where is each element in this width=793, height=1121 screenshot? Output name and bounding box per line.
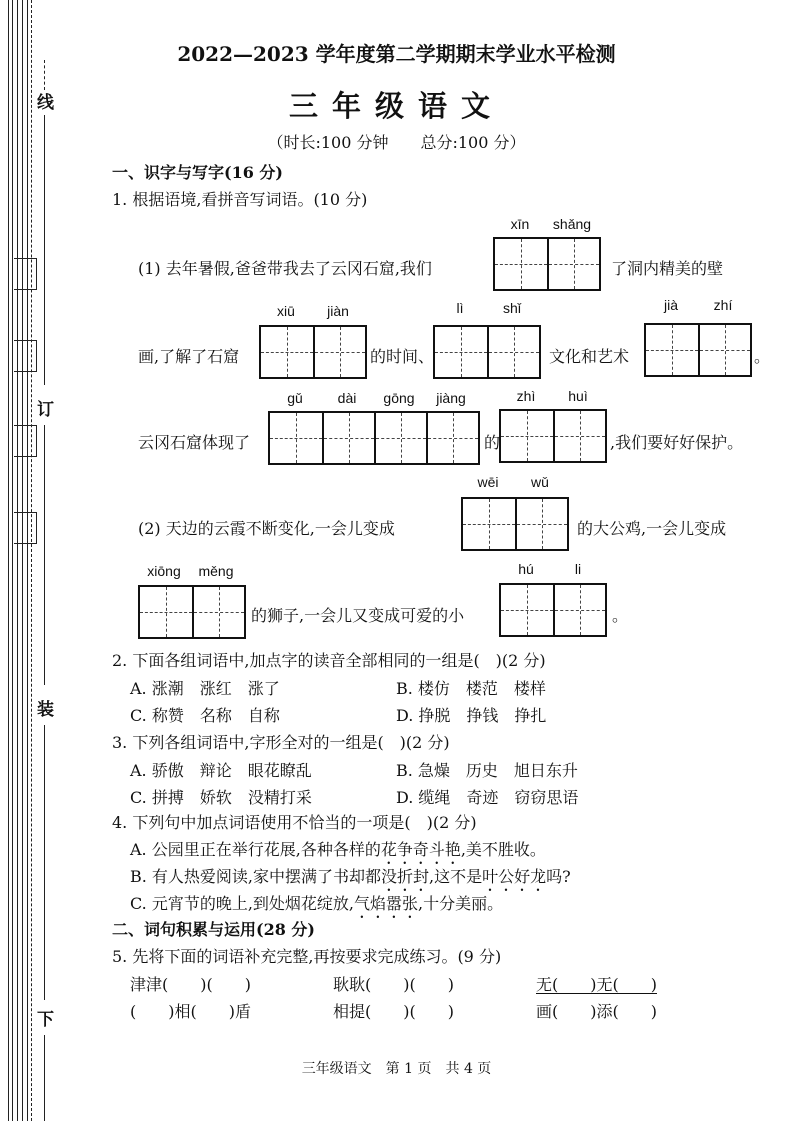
info-blank[interactable] bbox=[14, 425, 37, 457]
question-stem: 5. 先将下面的词语补充完整,再按要求完成练习。(9 分) bbox=[112, 947, 502, 966]
info-blank[interactable] bbox=[14, 258, 37, 290]
cut-line bbox=[44, 725, 45, 1000]
sentence-text: 。 bbox=[754, 347, 771, 366]
option-c: C. 拼搏 娇软 没精打采 bbox=[130, 788, 312, 807]
question-stem: 4. 下列句中加点词语使用不恰当的一项是( )(2 分) bbox=[112, 813, 477, 832]
pinyin: dài bbox=[337, 390, 357, 406]
option-b: B. 楼仿 楼范 楼样 bbox=[396, 679, 546, 698]
info-blank[interactable] bbox=[14, 340, 37, 372]
margin-line bbox=[17, 0, 18, 1121]
option-a: A. 涨潮 涨红 涨了 bbox=[130, 679, 280, 698]
cut-line bbox=[44, 115, 45, 385]
option-d: D. 挣脱 挣钱 挣扎 bbox=[396, 706, 547, 725]
sentence-text: (1) 去年暑假,爸爸带我去了云冈石窟,我们 bbox=[138, 259, 432, 278]
pinyin: wēi bbox=[477, 474, 499, 490]
idiom-blank[interactable]: 画( )添( ) bbox=[536, 1002, 657, 1021]
idiom-blank[interactable]: ( )相( )盾 bbox=[130, 1002, 251, 1021]
sentence-text: (2) 天边的云霞不断变化,一会儿变成 bbox=[138, 519, 395, 538]
writing-grid[interactable] bbox=[499, 583, 607, 637]
page-footer: 三年级语文 第 1 页 共 4 页 bbox=[301, 1061, 492, 1077]
pinyin: xiū bbox=[277, 303, 295, 319]
section-heading: 二、词句积累与运用(28 分) bbox=[112, 920, 315, 939]
pinyin: jià bbox=[663, 297, 678, 313]
option-a: A. 公园里正在举行花展,各种各样的花争奇斗艳,美不胜收。 bbox=[130, 840, 546, 859]
binding-label-zhuang: 装 bbox=[37, 700, 54, 720]
margin-line bbox=[12, 0, 13, 1121]
pinyin: xiōng bbox=[147, 563, 181, 579]
writing-grid[interactable] bbox=[259, 325, 367, 379]
sentence-text: 了洞内精美的壁 bbox=[611, 259, 724, 278]
pinyin: huì bbox=[568, 388, 588, 404]
pinyin: shǎng bbox=[552, 216, 592, 232]
option-b: B. 有人热爱阅读,家中摆满了书却都没折封,这不是叶公好龙吗? bbox=[130, 867, 571, 886]
option-c: C. 元宵节的晚上,到处烟花绽放,气焰嚣张,十分美丽。 bbox=[130, 894, 504, 913]
option-a: A. 骄傲 辩论 眼花瞭乱 bbox=[130, 761, 312, 780]
pinyin: lì bbox=[456, 300, 464, 316]
binding-label-ding: 订 bbox=[37, 400, 54, 420]
section-heading: 一、识字与写字(16 分) bbox=[112, 163, 283, 182]
sentence-text: 的狮子,一会儿又变成可爱的小 bbox=[251, 606, 465, 625]
binding-label-xia: 下 bbox=[37, 1010, 54, 1030]
idiom-blank[interactable]: 津津( )( ) bbox=[130, 975, 251, 994]
sentence-text: 的 bbox=[484, 433, 501, 452]
writing-grid[interactable] bbox=[268, 411, 480, 465]
margin-line bbox=[22, 0, 23, 1121]
pinyin: zhì bbox=[516, 388, 536, 404]
sentence-text: 云冈石窟体现了 bbox=[138, 433, 251, 452]
sentence-text: 文化和艺术 bbox=[549, 347, 630, 366]
writing-grid[interactable] bbox=[433, 325, 541, 379]
sentence-text: 。 bbox=[612, 606, 629, 625]
pinyin: jiàn bbox=[327, 303, 349, 319]
pinyin: jiàng bbox=[436, 390, 466, 406]
question-stem: 2. 下面各组词语中,加点字的读音全部相同的一组是( )(2 分) bbox=[112, 651, 546, 670]
exam-subject: 三年级语文 bbox=[288, 89, 504, 123]
writing-grid[interactable] bbox=[499, 409, 607, 463]
info-blank[interactable] bbox=[14, 512, 37, 544]
writing-grid[interactable] bbox=[138, 585, 246, 639]
exam-title: 2022—2023 学年度第二学期期末学业水平检测 bbox=[177, 42, 616, 66]
writing-grid[interactable] bbox=[644, 323, 752, 377]
pinyin: zhí bbox=[713, 297, 733, 313]
margin-line bbox=[31, 0, 32, 1121]
binding-label-xian: 线 bbox=[37, 93, 54, 113]
cut-line bbox=[44, 425, 45, 685]
margin-line bbox=[27, 0, 28, 1121]
option-c: C. 称赞 名称 自称 bbox=[130, 706, 280, 725]
sentence-text: 的时间、 bbox=[370, 347, 435, 366]
pinyin: wǔ bbox=[531, 474, 549, 490]
idiom-blank[interactable]: 无( )无( ) bbox=[536, 975, 657, 994]
option-b: B. 急燥 历史 旭日东升 bbox=[396, 761, 578, 780]
cut-line bbox=[44, 1035, 45, 1121]
pinyin: gǔ bbox=[287, 390, 303, 406]
writing-grid[interactable] bbox=[493, 237, 601, 291]
idiom-blank[interactable]: 耿耿( )( ) bbox=[333, 975, 454, 994]
idiom-blank[interactable]: 相提( )( ) bbox=[333, 1002, 454, 1021]
sentence-text: ,我们要好好保护。 bbox=[610, 433, 744, 452]
option-d: D. 缆绳 奇迹 窃窃思语 bbox=[396, 788, 579, 807]
question-stem: 1. 根据语境,看拼音写词语。(10 分) bbox=[112, 190, 368, 209]
pinyin: li bbox=[574, 561, 582, 577]
question-stem: 3. 下列各组词语中,字形全对的一组是( )(2 分) bbox=[112, 733, 450, 752]
exam-meta: （时长:100 分钟 总分:100 分） bbox=[267, 133, 526, 152]
margin-line bbox=[8, 0, 9, 1121]
writing-grid[interactable] bbox=[461, 497, 569, 551]
pinyin: gōng bbox=[383, 390, 415, 406]
pinyin: shǐ bbox=[503, 300, 521, 316]
sentence-text: 画,了解了石窟 bbox=[138, 347, 240, 366]
pinyin: xīn bbox=[510, 216, 530, 232]
pinyin: hú bbox=[518, 561, 534, 577]
sentence-text: 的大公鸡,一会儿变成 bbox=[577, 519, 727, 538]
pinyin: měng bbox=[198, 563, 234, 579]
